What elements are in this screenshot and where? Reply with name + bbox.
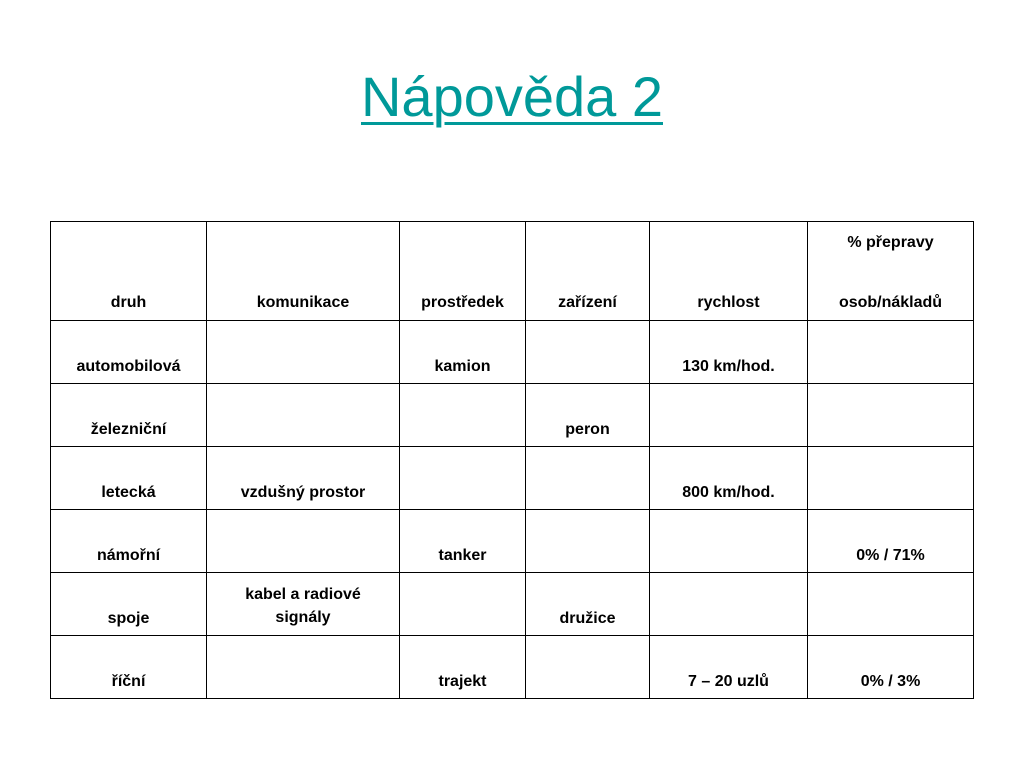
table-cell [400,384,526,447]
table-row [51,384,974,447]
header-preprava-line1: % přepravy [847,234,934,251]
table-cell [808,321,974,384]
table-header-row [51,222,974,321]
table-cell: kamion [400,321,526,384]
table-cell [400,573,526,636]
table-cell: trajekt [400,636,526,699]
table-cell: automobilová [51,321,207,384]
table-row [51,636,974,699]
table-cell: říční [51,636,207,699]
table-cell [207,384,400,447]
table-cell [526,510,650,573]
table-cell [207,321,400,384]
table-cell-multiline [207,573,400,636]
table-row [51,510,974,573]
header-preprava [808,222,974,321]
table-cell: 7 – 20 uzlů [650,636,808,699]
header-rychlost: rychlost [650,222,808,321]
table-cell: spoje [51,573,207,636]
transport-table [50,221,974,699]
table-cell [808,573,974,636]
table-cell [808,447,974,510]
header-zarizeni: zařízení [526,222,650,321]
table-cell [808,384,974,447]
table-row [51,573,974,636]
table-cell [526,447,650,510]
table-cell: peron [526,384,650,447]
table-cell: 130 km/hod. [650,321,808,384]
table-row [51,447,974,510]
header-preprava-line2: osob/nákladů [838,294,943,311]
table-cell [526,636,650,699]
table-cell: vzdušný prostor [207,447,400,510]
spoje-komunikace-line1: kabel a radiové [245,586,361,603]
header-prostredek: prostředek [400,222,526,321]
table-cell [400,447,526,510]
table-cell [650,510,808,573]
table-cell [650,384,808,447]
table-cell: 0% / 3% [808,636,974,699]
slide-title [0,52,1024,142]
table-cell: námořní [51,510,207,573]
table-cell: 800 km/hod. [650,447,808,510]
table-row [51,321,974,384]
header-komunikace: komunikace [207,222,400,321]
table-cell [207,636,400,699]
table-cell [207,510,400,573]
table-cell: železniční [51,384,207,447]
table-cell: tanker [400,510,526,573]
table-cell: 0% / 71% [808,510,974,573]
table-cell [650,573,808,636]
slide-title-link[interactable]: Nápověda 2 [360,65,663,128]
table-cell: družice [526,573,650,636]
table-cell: letecká [51,447,207,510]
table-cell [526,321,650,384]
spoje-komunikace-line2: signály [275,609,331,626]
header-druh: druh [51,222,207,321]
